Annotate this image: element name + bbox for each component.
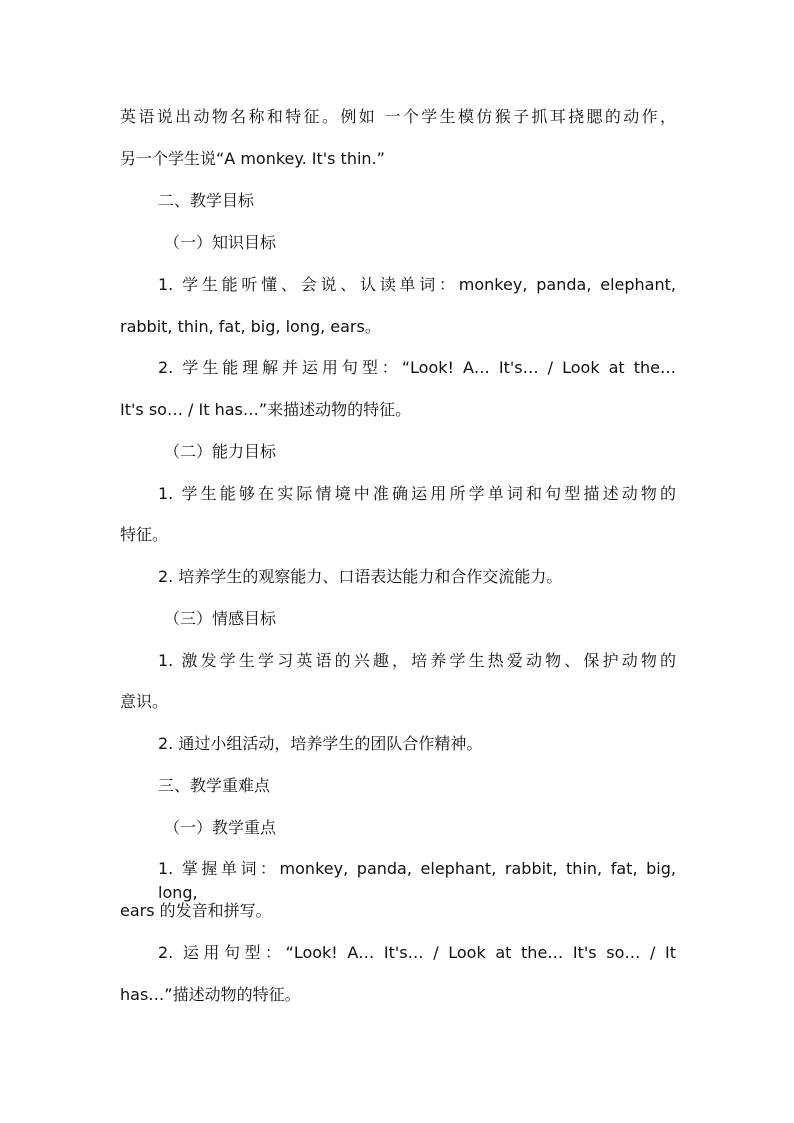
list-item-line: 1. 掌握单词：monkey, panda, elephant, rabbit, thin, fat, big, long,: [158, 859, 676, 902]
section-heading: 二、教学目标: [158, 191, 255, 210]
list-item-line: 1. 学生能听懂、会说、认读单词：monkey, panda, elephant,: [158, 275, 676, 294]
paragraph-line: 英语说出动物名称和特征。例如 一个学生模仿猴子抓耳挠腮的动作，: [120, 107, 676, 126]
paragraph-line: 另一个学生说“A monkey. It's thin.”: [120, 149, 385, 168]
list-item-line: 2. 学生能理解并运用句型：“Look! A… It's… / Look at the…: [158, 358, 676, 377]
subsection-heading: （一）教学重点: [164, 818, 277, 837]
list-item-line: 意识。: [120, 692, 169, 711]
subsection-heading: （三）情感目标: [164, 609, 277, 628]
list-item-line: 1. 激发学生学习英语的兴趣，培养学生热爱动物、保护动物的: [158, 651, 676, 670]
list-item-line: ears 的发音和拼写。: [120, 901, 272, 920]
list-item-line: has…”描述动物的特征。: [120, 985, 301, 1004]
list-item-line: 2. 运用句型：“Look! A… It's… / Look at the… It's so… / It: [158, 943, 676, 962]
subsection-heading: （一）知识目标: [164, 233, 277, 252]
list-item-line: 特征。: [120, 525, 169, 544]
section-heading: 三、教学重难点: [158, 776, 271, 795]
list-item-line: rabbit, thin, fat, big, long, ears。: [120, 317, 381, 336]
list-item-line: 2. 通过小组活动，培养学生的团队合作精神。: [158, 734, 483, 753]
list-item-line: It's so… / It has…”来描述动物的特征。: [120, 400, 412, 419]
list-item-line: 2. 培养学生的观察能力、口语表达能力和合作交流能力。: [158, 567, 563, 586]
subsection-heading: （二）能力目标: [164, 442, 277, 461]
list-item-line: 1. 学生能够在实际情境中准确运用所学单词和句型描述动物的: [158, 484, 676, 503]
